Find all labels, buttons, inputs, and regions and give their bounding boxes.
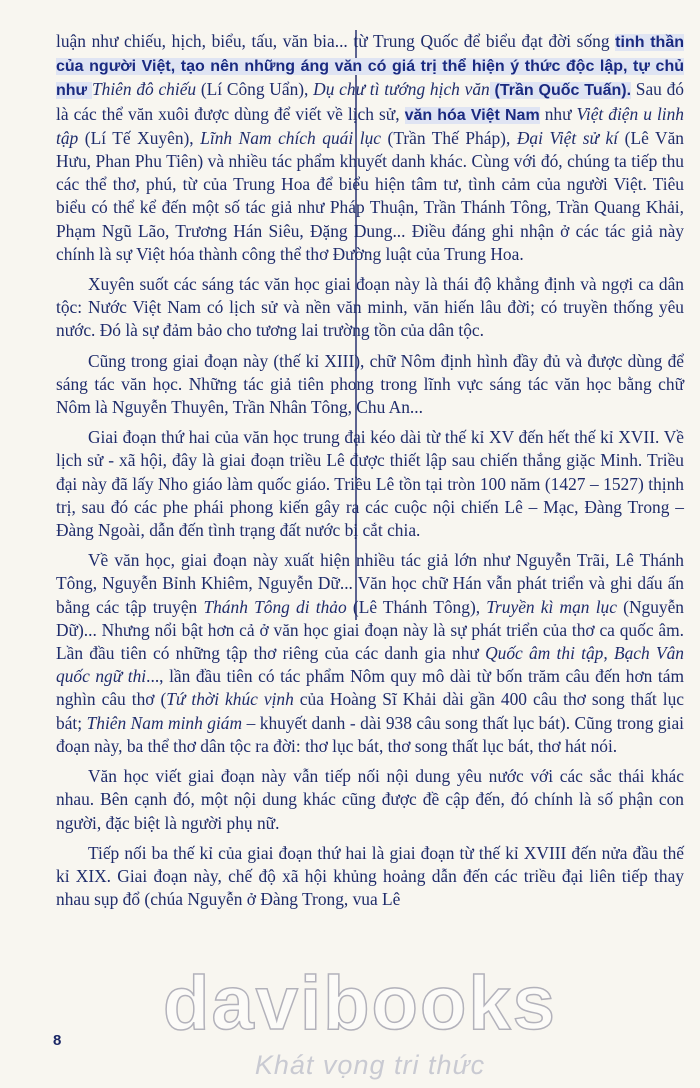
paragraph (56, 273, 684, 343)
paragraph (56, 426, 684, 542)
work-title: Việt điện u linh tập (56, 103, 684, 148)
work-title: Truyền kì mạn lục (486, 596, 617, 617)
watermark-logo: davibooks (163, 961, 557, 1046)
work-title: Thánh Tông di thảo (203, 596, 347, 617)
paragraph (56, 765, 684, 835)
text-run: Giai đoạn thứ hai của văn học trung đại kéo dài từ thế kỉ XV đến hết thế kỉ XVII. Về lịch sử - xã hội, đây là giai đoạn triều Lê được thiết lập sau chiến thắng giặc Minh. Triều đại này đã lấy Nho giáo làm quốc giáo. Triều Lê tồn tại tròn 100 năm (1427 – 1527) thịnh trị, sau đó các phe phái phong kiến gây ra các cuộc nội chiến Lê – Mạc, Đàng Trong – Đàng Ngoài, dẫn đến tình trạng đất nước bị cắt chia. (56, 427, 684, 541)
text-run: luận như chiếu, hịch, biểu, tấu, văn bia... từ Trung Quốc để biểu đạt đời sống (56, 31, 616, 51)
watermark-tagline: Khát vọng tri thức (254, 1050, 486, 1080)
work-title: Tứ thời khúc vịnh (166, 689, 294, 710)
text-run: như (539, 103, 577, 124)
work-title: Thiên Nam minh giám (86, 712, 243, 733)
work-title: Dụ chư tì tướng hịch văn (313, 79, 490, 100)
text-run: (Lê Thánh Tông), (346, 596, 487, 617)
work-title: Quốc âm thi tập, Bạch Vân quốc ngữ thi (56, 643, 684, 687)
work-title: Lĩnh Nam chích quái lục (200, 127, 381, 148)
text-run: – khuyết danh - dài 938 câu song thất lục bát). Cũng trong giai đoạn này, ba thể thơ dân tộc ra đời: thơ lục bát, thơ song thất lục bát, thơ hát nói. (56, 712, 684, 756)
text-run: Sau đó là các thể văn xuôi được dùng để viết về lịch sử, (56, 79, 685, 124)
text-run: Xuyên suốt các sáng tác văn học giai đoạn này là thái độ khẳng định và ngợi ca dân tộc: Nước Việt Nam có lịch sử và nền văn minh, văn hiến lâu đời; có truyền thống yêu nước. Đó là sự đảm bảo cho tương lai trường tồn của dân tộc. (56, 274, 684, 341)
body-text (56, 30, 684, 918)
paragraph (56, 350, 684, 420)
paragraph (56, 549, 684, 758)
page-number: 8 (53, 1032, 62, 1049)
text-run: Về văn học, giai đoạn này xuất hiện nhiều tác giả lớn như Nguyễn Trãi, Lê Thánh Tông, Nguyễn Bỉnh Khiêm, Nguyễn Dữ... Văn học chữ Hán vẫn phát triển và ghi dấu ấn bằng các tập truyện (56, 550, 684, 617)
text-run: Cũng trong giai đoạn này (thế kỉ XIII), chữ Nôm định hình đầy đủ và được dùng để sáng tác văn học. Những tác giả tiên phong trong lĩnh vực sáng tác văn học bằng chữ Nôm là Nguyễn Thuyên, Trần Nhân Tông, Chu An... (56, 350, 684, 418)
text-run: (Nguyễn Dữ)... Nhưng nổi bật hơn cả ở văn học giai đoạn này là sự phát triển của thơ ca quốc âm. Lần đầu tiên có những tập thơ riêng của các danh gia như (56, 596, 685, 664)
text-run: của Hoàng Sĩ Khải dài gần 400 câu thơ song thất lục bát; (56, 689, 684, 733)
highlighted-text: tinh thần của người Việt, tạo nên những áng văn có giá trị thể hiện ý thức độc lập, tự chủ như (56, 34, 684, 100)
text-run: (Lê Văn Hưu, Phan Phu Tiên) và nhiều tác phẩm khuyết danh khác. Cùng với đó, chúng ta tiếp thu các thể thơ, phú, từ của Trung Hoa để biểu hiện tâm tư, tình cảm của người Việt. Tiêu biểu có thể kể đến một số tác giả như Pháp Thuận, Trần Thánh Tông, Trần Quang Khải, Phạm Ngũ Lão, Trương Hán Siêu, Đặng Dung... Điều đáng ghi nhận ở các tác giả này chính là sự Việt hóa thành công thể thơ Đường luật của Trung Hoa. (56, 127, 684, 264)
paragraph (56, 842, 684, 912)
text-run: (Lí Tế Xuyên), (78, 127, 201, 148)
highlighted-text: văn hóa Việt Nam (404, 106, 540, 124)
text-run: (Lí Công Uẩn), (196, 79, 314, 100)
paragraph (56, 30, 684, 266)
text-run: (Trần Thế Pháp), (381, 127, 517, 148)
work-title: Thiên đô chiếu (91, 79, 197, 100)
highlighted-text: (Trần Quốc Tuấn). (489, 82, 632, 100)
text-run: Văn học viết giai đoạn này vẫn tiếp nối nội dung yêu nước với các sắc thái khác nhau. Bên cạnh đó, một nội dung khác cũng được đề cập đến, đó chính là số phận con người, đặc biệt là người phụ nữ. (56, 766, 684, 833)
text-run: Tiếp nối ba thế kỉ của giai đoạn thứ hai là giai đoạn từ thế kỉ XVIII đến nửa đầu thế kỉ XIX. Giai đoạn này, chế độ xã hội khủng hoảng dẫn đến các triều đại liên tiếp thay nhau sụp đổ (chúa Nguyễn ở Đàng Trong, vua Lê (56, 842, 684, 910)
text-run: ..., lần đầu tiên có tác phẩm Nôm quy mô dài từ bốn trăm câu đến hơn tám nghìn câu thơ ( (56, 666, 685, 710)
work-title: Đại Việt sử kí (516, 127, 619, 148)
